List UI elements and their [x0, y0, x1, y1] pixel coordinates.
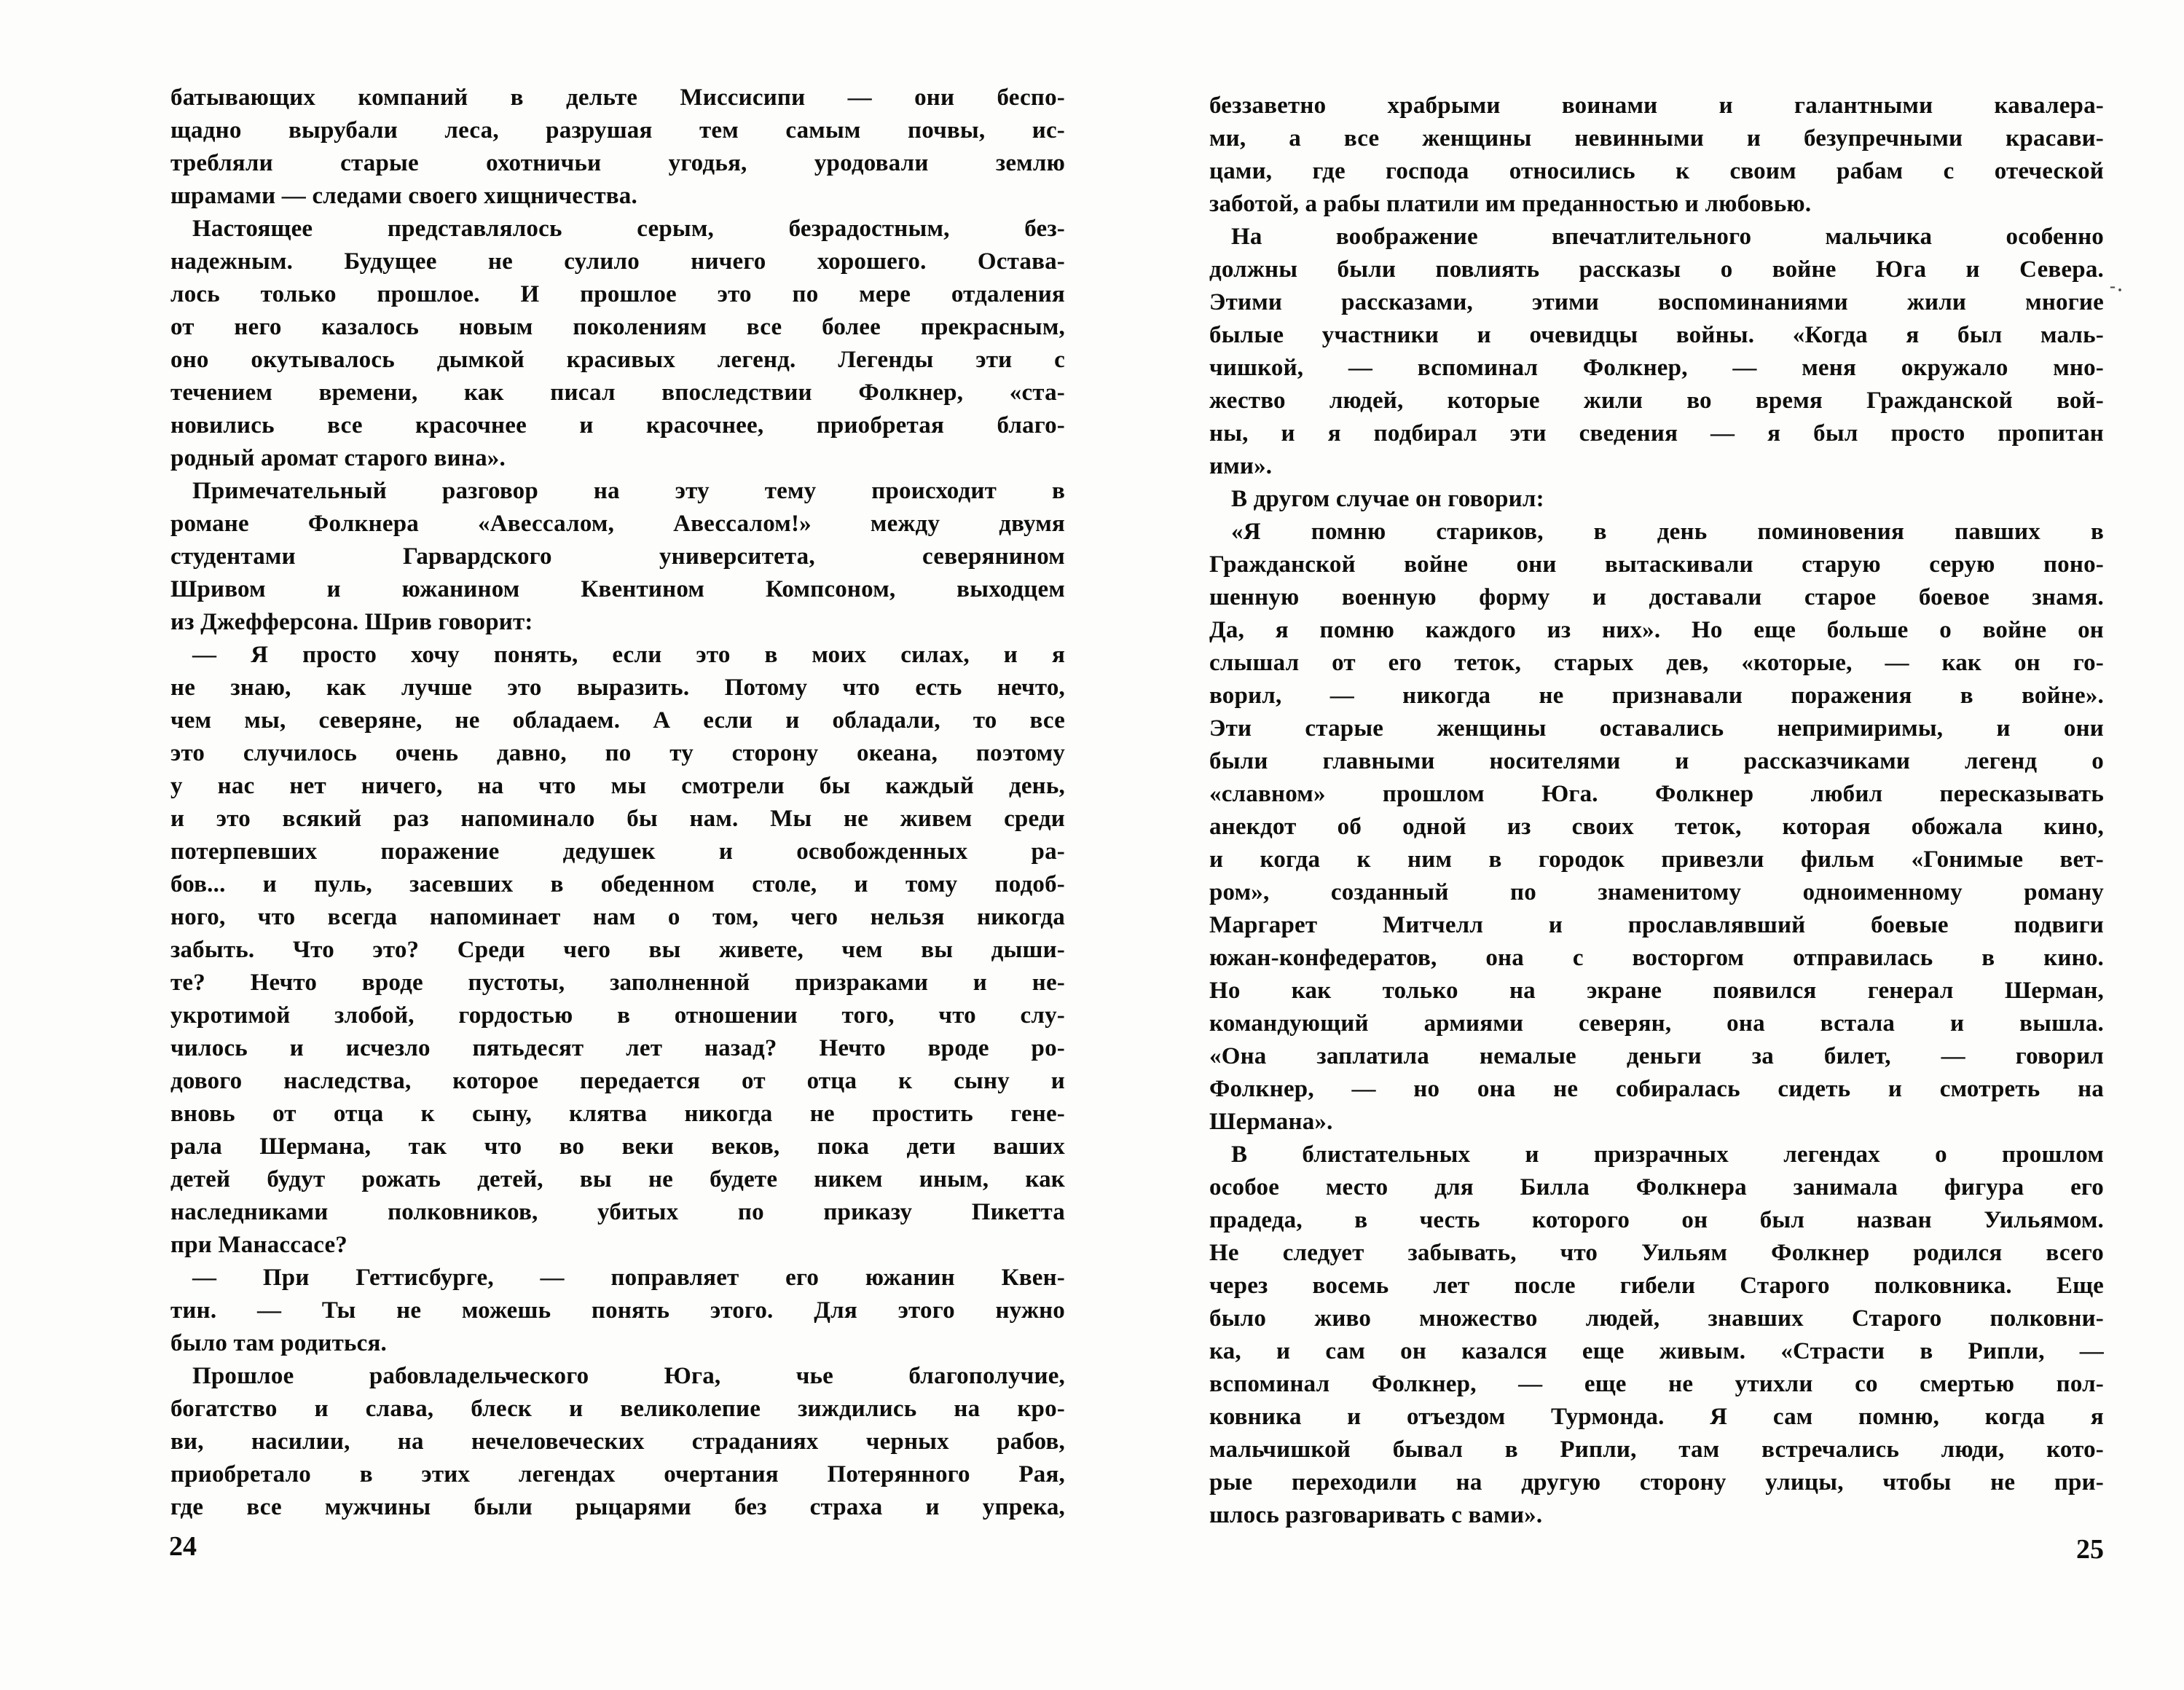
text-line: былые участники и очевидцы войны. «Когда я был маль- — [1209, 322, 2104, 348]
text-line: беззаветно храбрыми воинами и галантными кавалера- — [1209, 93, 2104, 119]
text-line: прадеда, в честь которого он был назван Уильямом. — [1209, 1207, 2104, 1233]
text-line: дового наследства, которое передается от отца к сыну и — [170, 1068, 1065, 1094]
text-line: и это всякий раз напоминало бы нам. Мы не живем среди — [170, 806, 1065, 832]
text-line: из Джефферсона. Шрив говорит: — [170, 609, 533, 635]
text-line: Шривом и южанином Квентином Компсоном, выходцем — [170, 576, 1065, 602]
text-line: родный аромат старого вина». — [170, 445, 506, 471]
text-line: рала Шермана, так что во веки веков, пока дети ваших — [170, 1133, 1065, 1160]
text-line: щадно вырубали леса, разрушая тем самым почвы, ис- — [170, 117, 1065, 144]
text-line: детей будут рожать детей, вы не будете никем иным, как — [170, 1166, 1065, 1192]
text-line: у нас нет ничего, на что мы смотрели бы каждый день, — [170, 773, 1065, 799]
text-line: богатство и слава, блеск и великолепие зиждились на кро- — [170, 1396, 1065, 1422]
text-line: это случилось очень давно, по ту сторону океана, поэтому — [170, 740, 1065, 766]
text-line: слышал от его теток, старых дев, «которые, — как он го- — [1209, 650, 2104, 676]
text-line: ковника и отъездом Турмонда. Я сам помню, когда я — [1209, 1404, 2104, 1430]
text-line: шрамами — следами своего хищничества. — [170, 183, 637, 209]
text-line: требляли старые охотничьи угодья, уродовали землю — [170, 150, 1065, 176]
text-line: командующий армиями северян, она встала и вышла. — [1209, 1010, 2104, 1037]
text-line: чишкой, — вспоминал Фолкнер, — меня окружало мно- — [1209, 355, 2104, 381]
text-line: ного, что всегда напоминает нам о том, чего нельзя никогда — [170, 904, 1065, 930]
text-line: цами, где господа относились к своим рабам с отеческой — [1209, 158, 2104, 184]
text-line: новились все красочнее и красочнее, приобретая благо- — [170, 412, 1065, 439]
text-line: батывающих компаний в дельте Миссисипи — они беспо- — [170, 84, 1065, 111]
text-line: — При Геттисбурге, — поправляет его южанин Квен- — [192, 1265, 1065, 1291]
text-line: ми, а все женщины невинными и безупречными красави- — [1209, 125, 2104, 152]
text-line: Гражданской войне они вытаскивали старую серую поно- — [1209, 551, 2104, 578]
text-line: Эти старые женщины оставались непримиримы, и они — [1209, 715, 2104, 742]
text-line: были главными носителями и рассказчиками легенд о — [1209, 748, 2104, 774]
text-line: На воображение впечатлительного мальчика особенно — [1231, 224, 2104, 250]
text-line: забыть. Что это? Среди чего вы живете, чем вы дыши- — [170, 937, 1065, 963]
text-line: заботой, а рабы платили им преданностью и любовью. — [1209, 191, 1812, 217]
text-line: и когда к ним в городок привезли фильм «Гонимые вет- — [1209, 846, 2104, 873]
text-line: Но как только на экране появился генерал Шерман, — [1209, 978, 2104, 1004]
text-line: студентами Гарвардского университета, северянином — [170, 543, 1065, 570]
text-line: ви, насилии, на нечеловеческих страданиях черных рабов, — [170, 1428, 1065, 1455]
text-line: чем мы, северяне, не обладаем. А если и обладали, то все — [170, 707, 1065, 734]
text-line: южан-конфедератов, она с восторгом отправилась в кино. — [1209, 945, 2104, 971]
text-line: ими». — [1209, 453, 1273, 479]
text-line: должны были повлиять рассказы о войне Юга и Севера. — [1209, 256, 2104, 283]
left-page-text — [170, 82, 1065, 1524]
left-page-number: 24 — [169, 1531, 197, 1562]
text-line: вновь от отца к сыну, клятва никогда не простить гене- — [170, 1101, 1065, 1127]
text-line: мальчишкой бывал в Рипли, там встречались люди, кото- — [1209, 1436, 2104, 1463]
text-line: особое место для Билла Фолкнера занимала фигура его — [1209, 1174, 2104, 1200]
text-line: ром», созданный по знаменитому одноименному роману — [1209, 879, 2104, 905]
text-line: ка, и сам он казался еще живым. «Страсти в Рипли, — — [1209, 1338, 2104, 1364]
text-line: «славном» прошлом Юга. Фолкнер любил пересказывать — [1209, 781, 2104, 807]
text-line: чилось и исчезло пятьдесят лет назад? Нечто вроде ро- — [170, 1035, 1065, 1061]
text-line: «Я помню стариков, в день поминовения павших в — [1231, 519, 2104, 545]
text-line: Примечательный разговор на эту тему происходит в — [192, 478, 1065, 504]
text-line: анекдот об одной из своих теток, которая обожала кино, — [1209, 814, 2104, 840]
text-line: при Манассасе? — [170, 1232, 347, 1258]
right-page-number: 25 — [2076, 1534, 2104, 1565]
text-line: оно окутывалось дымкой красивых легенд. Легенды эти с — [170, 347, 1065, 373]
text-line: Прошлое рабовладельческого Юга, чье благополучие, — [192, 1363, 1065, 1389]
text-line: шенную военную форму и доставали старое боевое знамя. — [1209, 584, 2104, 610]
text-line: жество людей, которые жили во время Гражданской вой- — [1209, 388, 2104, 414]
text-line: через восемь лет после гибели Старого полковника. Еще — [1209, 1273, 2104, 1299]
text-line: Не следует забывать, что Уильям Фолкнер родился всего — [1209, 1240, 2104, 1266]
text-line: Этими рассказами, этими воспоминаниями жили многие — [1209, 289, 2104, 315]
scan-artifact-mark: -. — [2110, 277, 2124, 296]
text-line: бов... и пуль, засевших в обеденном столе, и тому подоб- — [170, 871, 1065, 897]
text-line: рые переходили на другую сторону улицы, чтобы не при- — [1209, 1469, 2104, 1496]
text-line: было там родиться. — [170, 1330, 387, 1356]
text-line: вспоминал Фолкнер, — еще не утихли со смертью пол- — [1209, 1371, 2104, 1397]
text-line: Фолкнер, — но она не собиралась сидеть и смотреть на — [1209, 1076, 2104, 1102]
text-line: где все мужчины были рыцарями без страха и упрека, — [170, 1494, 1065, 1520]
text-line: тин. — Ты не можешь понять этого. Для этого нужно — [170, 1297, 1065, 1324]
text-line: Да, я помню каждого из них». Но еще больше о войне он — [1209, 617, 2104, 643]
text-line: было живо множество людей, знавших Старого полковни- — [1209, 1305, 2104, 1332]
text-line: лось только прошлое. И прошлое это по мере отдаления — [170, 281, 1065, 307]
text-line: В блистательных и призрачных легендах о прошлом — [1231, 1141, 2104, 1168]
text-line: наследниками полковников, убитых по приказу Пикетта — [170, 1199, 1065, 1225]
right-page-text — [1209, 90, 2104, 1532]
text-line: шлось разговаривать с вами». — [1209, 1502, 1543, 1528]
text-line: ны, и я подбирал эти сведения — я был просто пропитан — [1209, 420, 2104, 447]
text-line: Шермана». — [1209, 1109, 1333, 1135]
text-line: те? Нечто вроде пустоты, заполненной призраками и не- — [170, 970, 1065, 996]
text-line: приобретало в этих легендах очертания Потерянного Рая, — [170, 1461, 1065, 1487]
text-line: течением времени, как писал впоследствии Фолкнер, «ста- — [170, 380, 1065, 406]
text-line: — Я просто хочу понять, если это в моих силах, и я — [192, 642, 1065, 668]
text-line: укротимой злобой, гордостью в отношении того, что слу- — [170, 1002, 1065, 1029]
text-line: романе Фолкнера «Авессалом, Авессалом!» между двумя — [170, 511, 1065, 537]
text-line: потерпевших поражение дедушек и освобожденных ра- — [170, 838, 1065, 865]
text-line: Настоящее представлялось серым, безрадостным, без- — [192, 216, 1065, 242]
text-line: ворил, — никогда не признавали поражения в войне». — [1209, 683, 2104, 709]
text-line: надежным. Будущее не сулило ничего хорошего. Остава- — [170, 248, 1065, 275]
text-line: от него казалось новым поколениям все более прекрасным, — [170, 314, 1065, 340]
text-line: Маргарет Митчелл и прославлявший боевые подвиги — [1209, 912, 2104, 938]
text-line: «Она заплатила немалые деньги за билет, — говорил — [1209, 1043, 2104, 1069]
text-line: не знаю, как лучше это выразить. Потому что есть нечто, — [170, 675, 1065, 701]
text-line: В другом случае он говорил: — [1231, 486, 1544, 512]
